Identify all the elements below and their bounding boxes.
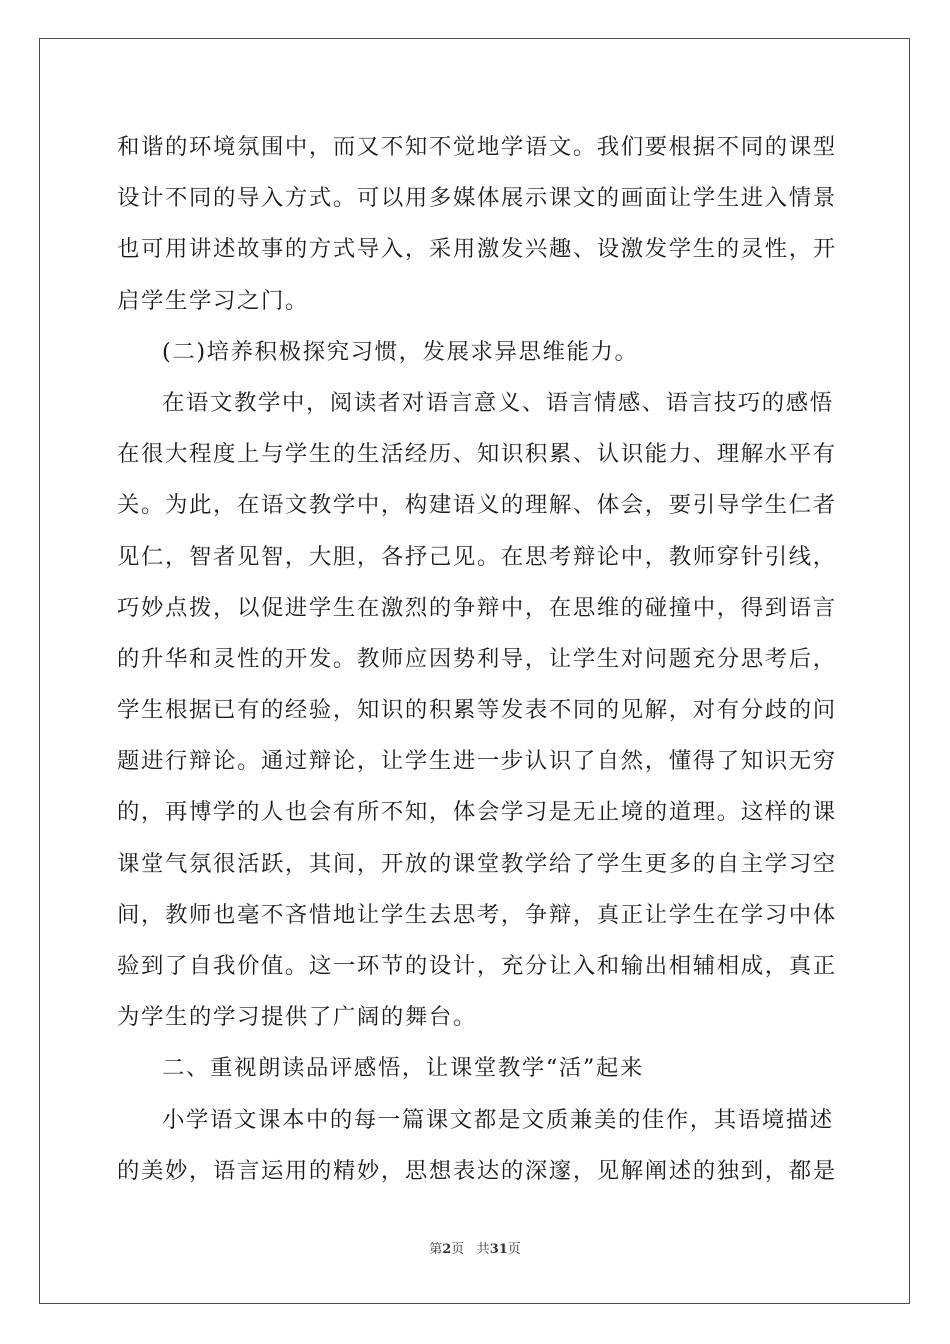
text-line: 在很大程度上与学生的生活经历、知识积累、认识能力、理解水平有 [117, 441, 837, 468]
footer-total-pages: 31 [489, 1242, 508, 1257]
text-line: 课堂气氛很活跃，其间，开放的课堂教学给了学生更多的自主学习空 [117, 850, 837, 877]
footer-total-prefix: 共 [476, 1242, 490, 1257]
footer-total-suffix: 页 [507, 1242, 521, 1257]
text-line: 和谐的环境氛围中，而又不知不觉地学语文。我们要根据不同的课型 [117, 134, 837, 160]
page-footer [0, 1238, 950, 1257]
text-line: 也可用讲述故事的方式导入，采用激发兴趣、设激发学生的灵性，开 [117, 236, 837, 263]
body-text [117, 128, 837, 1203]
footer-prefix: 第 [429, 1242, 443, 1257]
text-line: 启学生学习之门。 [117, 287, 309, 314]
text-line: (二)培养积极探究习惯，发展求异思维能力。 [162, 338, 639, 365]
text-line: 学生根据已有的经验，知识的积累等发表不同的见解，对有分歧的问 [117, 697, 837, 724]
text-line: 巧妙点拨，以促进学生在激烈的争辩中，在思维的碰撞中，得到语言 [117, 594, 837, 621]
text-line: 的美妙，语言运用的精妙，思想表达的深邃，见解阐述的独到，都是 [117, 1157, 837, 1184]
text-line: 设计不同的导入方式。可以用多媒体展示课文的画面让学生进入情景 [117, 185, 837, 212]
text-line: 题进行辩论。通过辩论，让学生进一步认识了自然，懂得了知识无穷 [117, 748, 837, 775]
text-line: 二、重视朗读品评感悟，让课堂教学“活”起来 [162, 1055, 644, 1082]
text-line: 在语文教学中，阅读者对语言意义、语言情感、语言技巧的感悟 [162, 389, 834, 416]
text-line: 小学语文课本中的每一篇课文都是文质兼美的佳作，其语境描述 [162, 1106, 834, 1133]
text-line: 的，再博学的人也会有所不知，体会学习是无止境的道理。这样的课 [117, 799, 837, 826]
text-line: 见仁，智者见智，大胆，各抒己见。在思考辩论中，教师穿针引线， [117, 543, 837, 570]
text-line: 验到了自我价值。这一环节的设计，充分让入和输出相辅相成，真正 [117, 953, 837, 979]
text-line: 间，教师也毫不吝惜地让学生去思考，争辩，真正让学生在学习中体 [117, 901, 837, 928]
footer-current-page: 2 [442, 1242, 452, 1257]
footer-page-suffix: 页 [451, 1242, 465, 1257]
text-line: 关。为此，在语文教学中，构建语义的理解、体会，要引导学生仁者 [117, 492, 837, 519]
text-line: 为学生的学习提供了广阔的舞台。 [117, 1004, 477, 1031]
text-line: 的升华和灵性的开发。教师应因势利导，让学生对问题充分思考后， [117, 645, 837, 672]
